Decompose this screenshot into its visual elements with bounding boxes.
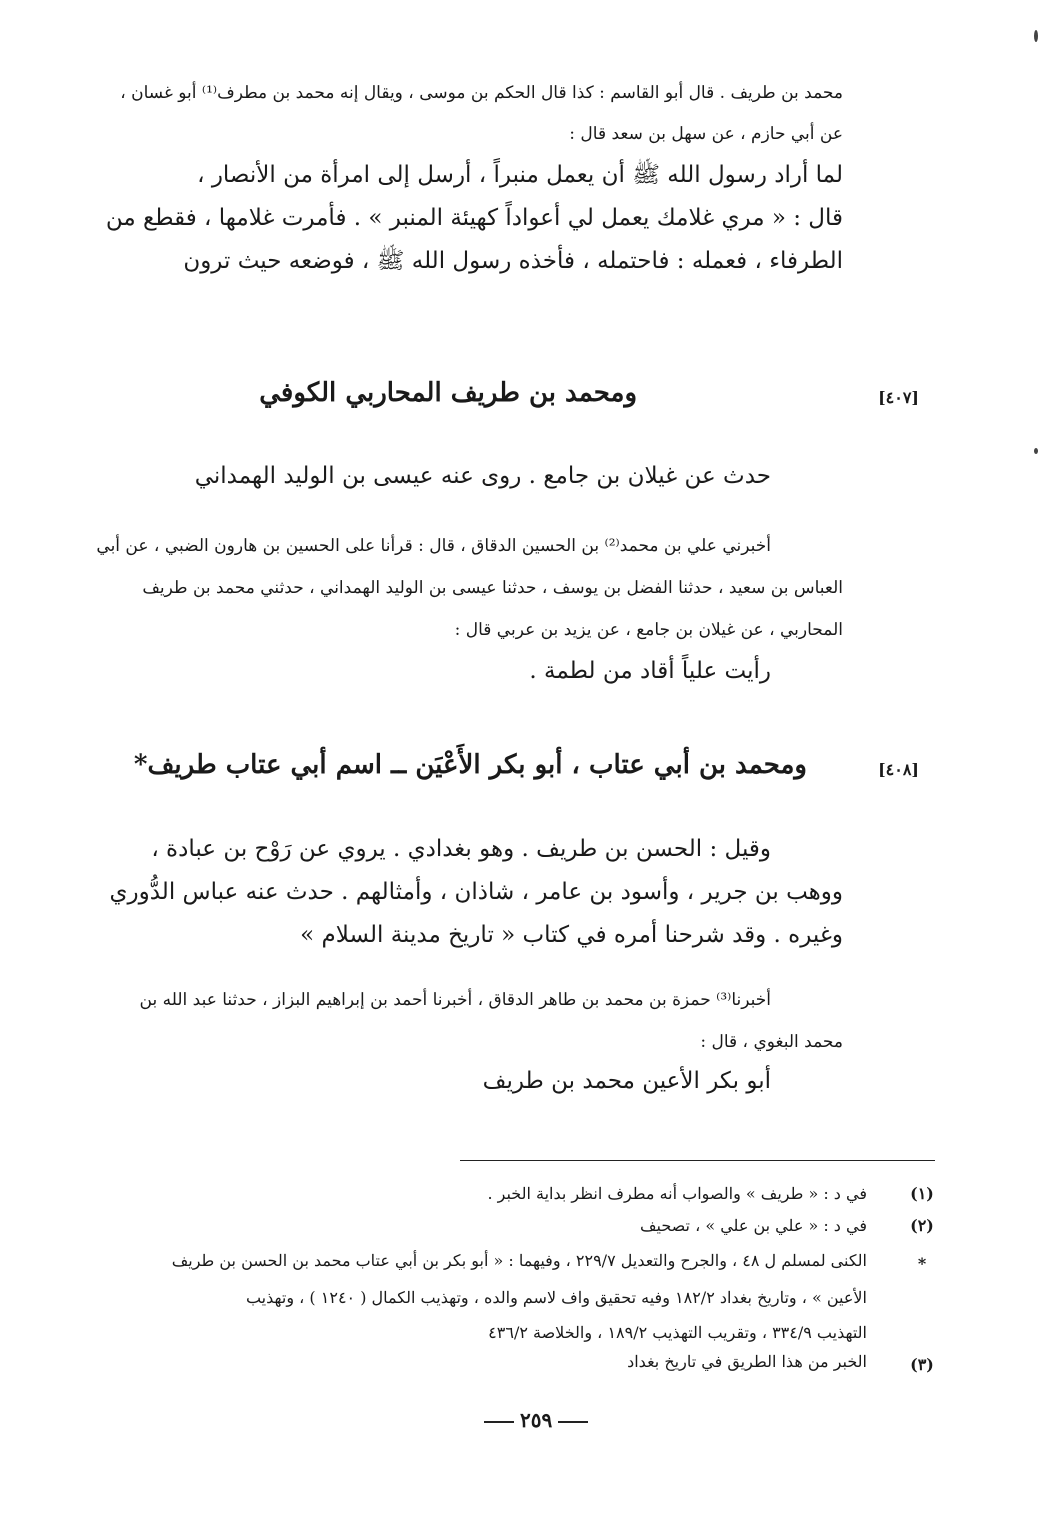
footnote-line: الأعين » ، وتاريخ بغداد ١٨٢/٢ وفيه تحقيق واف لاسم والده ، وتهذيب الكمال ( ١٢٤٠ ) ، وتهذيب xyxy=(245,1288,867,1307)
entry-number: [٤٠٧] xyxy=(878,388,919,407)
hadith-line: لما أراد رسول الله ﷺ أن يعمل منبراً ، أرسل إلى امرأة من الأنصار ، xyxy=(197,162,843,188)
entry-intro: حدث عن غيلان بن جامع . روى عنه عيسى بن الوليد الهمداني xyxy=(194,463,771,489)
dash-decoration xyxy=(558,1421,588,1423)
entry-title: ومحمد بن طريف المحاربي الكوفي xyxy=(259,378,637,408)
isnad-line: أخبرنا⁽³⁾ حمزة بن محمد بن طاهر الدقاق ، أخبرنا أحمد بن إبراهيم البزاز ، حدثنا عبد الله بن xyxy=(139,990,771,1010)
entry-title: ومحمد بن أبي عتاب ، أبو بكر الأَعْيَن ــ اسم أبي عتاب طريف* xyxy=(133,750,807,780)
page-number xyxy=(478,1408,594,1432)
text-line: وقيل : الحسن بن طريف . وهو بغدادي . يروي عن رَوْح بن عبادة ، xyxy=(151,836,771,862)
isnad-line: أخبرني علي بن محمد⁽²⁾ بن الحسين الدقاق ، قال : قرأنا على الحسين بن هارون الضبي ، عن أبي xyxy=(96,536,771,556)
hadith-line: الطرفاء ، فعمله : فاحتمله ، فأخذه رسول الله ﷺ ، فوضعه حيث ترون xyxy=(183,248,843,274)
scan-mark xyxy=(1034,30,1038,42)
footnote-marker: (١) xyxy=(910,1184,934,1203)
hadith-line: رأيت علياً أقاد من لطمة . xyxy=(529,658,771,684)
footnote-rule xyxy=(460,1160,935,1161)
text-line: وغيره . وقد شرحنا أمره في كتاب « تاريخ مدينة السلام » xyxy=(300,922,843,948)
hadith-line: أبو بكر الأعين محمد بن طريف xyxy=(482,1068,771,1094)
footnote-line: الكنى لمسلم ل ٤٨ ، والجرح والتعديل ٢٢٩/٧ ، وفيهما : « أبو بكر بن أبي عتاب محمد بن الحسن بن طريف xyxy=(171,1251,867,1270)
footnote-line: في د : « علي بن علي » ، تصحيف xyxy=(639,1216,867,1235)
footnote-marker: (٢) xyxy=(910,1216,934,1235)
text-line: ووهب بن جرير ، وأسود بن عامر ، شاذان ، وأمثالهم . حدث عنه عباس الدُّوري xyxy=(109,879,843,905)
footnote-line: التهذيب ٣٣٤/٩ ، وتقريب التهذيب ١٨٩/٢ ، والخلاصة ٤٣٦/٢ xyxy=(488,1323,867,1342)
footnote-marker: (٣) xyxy=(910,1355,934,1374)
isnad-line: المحاربي ، عن غيلان بن جامع ، عن يزيد بن عربي قال : xyxy=(454,620,843,640)
text-line: عن أبي حازم ، عن سهل بن سعد قال : xyxy=(569,124,843,144)
entry-number: [٤٠٨] xyxy=(878,760,919,779)
footnote-line: في د : « طريف » والصواب أنه مطرف انظر بداية الخبر . xyxy=(487,1184,867,1203)
scan-mark xyxy=(1034,448,1038,454)
page-number-value: ٢٥٩ xyxy=(520,1408,553,1432)
footnote-line: الخبر من هذا الطريق في تاريخ بغداد xyxy=(627,1352,867,1371)
text-line: محمد بن طريف . قال أبو القاسم : كذا قال الحكم بن موسى ، ويقال إنه محمد بن مطرف⁽¹⁾ أبو غسان ، xyxy=(120,83,843,103)
hadith-line: قال : « مري غلامك يعمل لي أعواداً كهيئة المنبر » . فأمرت غلامها ، فقطع من xyxy=(105,205,843,231)
dash-decoration xyxy=(484,1421,514,1423)
isnad-line: محمد البغوي ، قال : xyxy=(700,1032,843,1052)
footnote-marker: * xyxy=(917,1254,927,1273)
isnad-line: العباس بن سعيد ، حدثنا الفضل بن يوسف ، حدثنا عيسى بن الوليد الهمداني ، حدثني محمد بن طريف xyxy=(142,578,843,598)
